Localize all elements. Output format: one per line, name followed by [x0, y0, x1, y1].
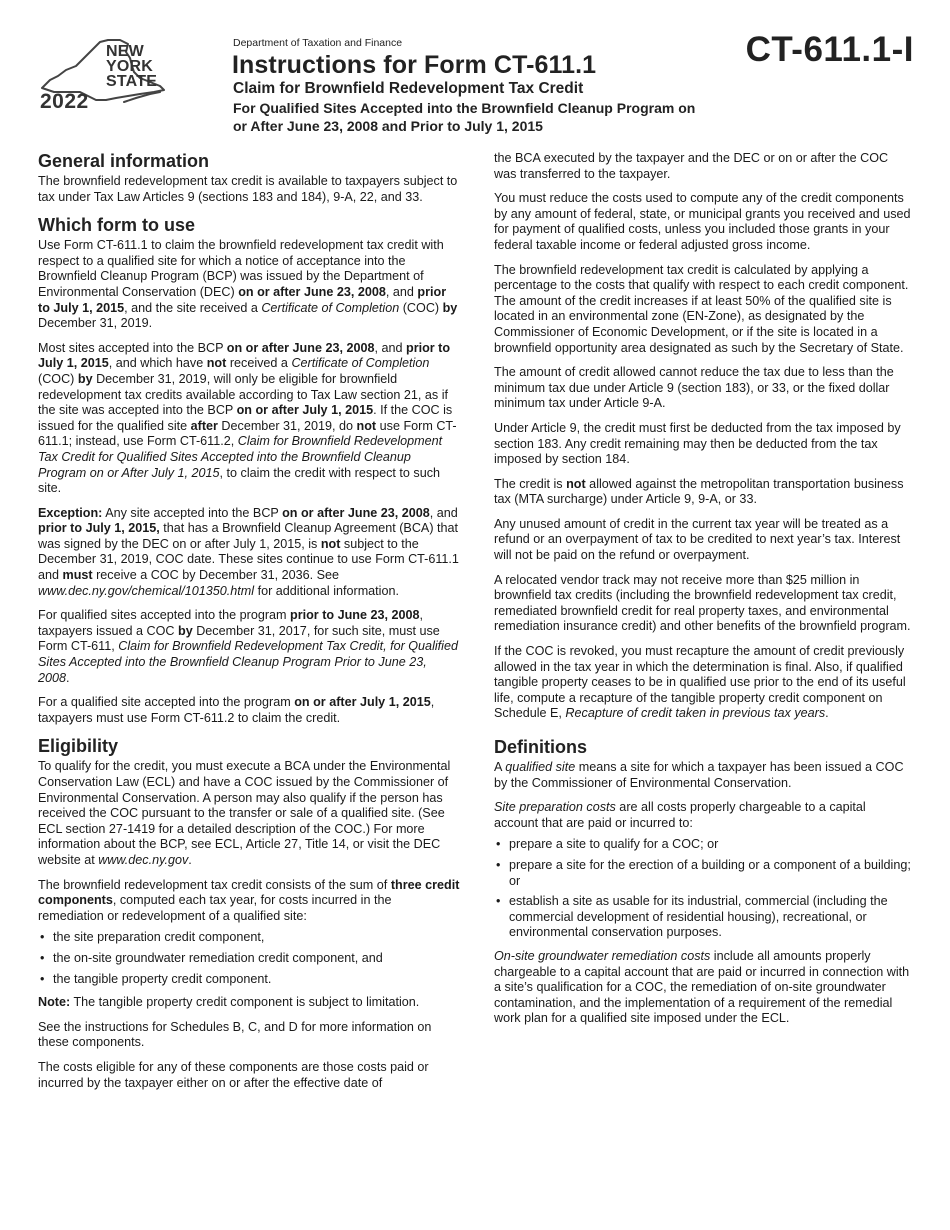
form-code: CT-611.1-I	[745, 30, 914, 69]
list-item: • the on-site groundwater remediation credit component, and	[38, 951, 460, 967]
logo-line-3: STATE	[106, 73, 158, 90]
eligibility-paragraph-4: The costs eligible for any of these components are those costs paid or incurred by the taxpayer either on or after the effective date of	[38, 1059, 429, 1090]
eligibility-paragraph-1: To qualify for the credit, you must execute a BCA under the Environmental Conservation Law (ECL) and have a COC issued by the Commissioner of Environmental Conservation. A person may also qualify if the person has received the COC pursuant to the transfer or sale of a qualified site. (See ECL section 27-1419 for a detailed description of the COC.) For more information about the BCP, see ECL, Article 27, Title 14, or visit the DEC website at www.dec.ny.gov.	[38, 759, 451, 867]
which-form-paragraph-5: For a qualified site accepted into the program on or after July 1, 2015, taxpayers must use Form CT-611.2 to claim the credit.	[38, 695, 435, 725]
credit-components-list	[38, 930, 460, 987]
definitions-paragraph-1: A qualified site means a site for which a taxpayer has been issued a COC by the Commissioner of Environmental Conservation.	[494, 760, 904, 790]
right-paragraph-8: If the COC is revoked, you must recapture the amount of credit previously allowed in the tax year in which the determination is final. Also, if qualified tangible property ceases to be in qualified use prior to the end of its useful life, compute a recapture of the tangible property credit component on Schedule E, Recapture of credit taken in previous tax years.	[494, 644, 906, 721]
section-heading-eligibility: Eligibility	[38, 736, 119, 757]
right-column	[494, 151, 912, 1036]
page-subtitle: Claim for Brownfield Redevelopment Tax Credit	[233, 80, 584, 97]
list-item: • the tangible property credit component.	[38, 972, 460, 988]
right-paragraph-1: You must reduce the costs used to compute any of the credit components by any amount of federal, state, or municipal grants you received and used for payment of qualified costs, unless you included those grants in your federal taxable income or federal adjusted gross income.	[494, 191, 911, 252]
left-column	[38, 150, 460, 1100]
right-paragraph-5: The credit is not allowed against the metropolitan transportation business tax (MTA surcharge) under Article 9, 9-A, or 33.	[494, 476, 904, 507]
logo-year: 2022	[40, 90, 89, 113]
logo-line-2: YORK	[106, 58, 154, 75]
logo-line-1: NEW	[106, 43, 144, 60]
section-heading-which-form: Which form to use	[38, 215, 195, 236]
general-paragraph: The brownfield redevelopment tax credit is available to taxpayers subject to tax under Tax Law Articles 9 (sections 183 and 184), 9-A, 22, and 33.	[38, 174, 458, 204]
definitions-paragraph-3: On-site groundwater remediation costs include all amounts properly chargeable to a capital account that are paid or incurred in connection with a site’s qualification for a COC, the remediation of on-site groundwater contamination, and the implementation of a requirement of the remedial work plan for a qualified site imposed under the ECL.	[494, 948, 910, 1026]
right-paragraph-7: A relocated vendor track may not receive more than $25 million in brownfield tax credits (including the brownfield redevelopment tax credit, remediated brownfield credit for real property taxes, and environmental remediation insurance credit) and other benefits of the brownfield program.	[494, 572, 911, 634]
list-item: • establish a site as usable for its industrial, commercial (including the commercial development of residential housing), recreational, or environmental conservation purposes.	[494, 894, 912, 941]
eligibility-paragraph-3: See the instructions for Schedules B, C, and D for more information on these components.	[38, 1019, 432, 1050]
right-paragraph-4: Under Article 9, the credit must first be deducted from the tax imposed by section 183. Any credit remaining may then be deducted from the tax imposed by section 184.	[494, 420, 901, 467]
logo-wordmark	[106, 44, 157, 89]
page-title: Instructions for Form CT-611.1	[232, 51, 597, 79]
list-item: • the site preparation credit component,	[38, 930, 460, 946]
which-form-paragraph-1: Use Form CT-611.1 to claim the brownfield redevelopment tax credit with respect to a qualified site for which a notice of acceptance into the Brownfield Cleanup Program (BCP) was issued by the Department of Environmental Conservation (DEC) on or after June 23, 2008, and prior to July 1, 2015, and the site received a Certificate of Completion (COC) by December 31, 2019.	[38, 238, 458, 331]
section-heading-general: General information	[38, 151, 210, 171]
which-form-paragraph-4: For qualified sites accepted into the program prior to June 23, 2008, taxpayers issued a COC by December 31, 2017, for such site, must use Form CT-611, Claim for Brownfield Redevelopment Tax Credit, for Qualified Sites Accepted into the Brownfield Cleanup Program Prior to June 23, 2008.	[38, 608, 458, 685]
page-subtitle-detail: For Qualified Sites Accepted into the Brownfield Cleanup Program on or After June 23, 2008 and Prior to July 1, 2015	[233, 100, 696, 134]
dec-website-link[interactable]: www.dec.ny.gov	[98, 852, 189, 867]
definitions-paragraph-2: Site preparation costs are all costs properly chargeable to a capital account that are paid or incurred to:	[494, 800, 866, 830]
nys-logo	[36, 36, 176, 116]
eligibility-note: Note: The tangible property credit component is subject to limitation.	[38, 995, 420, 1010]
which-form-paragraph-2: Most sites accepted into the BCP on or after June 23, 2008, and prior to July 1, 2015, and which have not received a Certificate of Completion (COC) by December 31, 2019, will only be eligible for brownfield redevelopment tax credits available according to Tax Law section 21, as if the site was accepted into the BCP on or after July 1, 2015. If the COC is issued for the qualified site after December 31, 2019, do not use Form CT-611.1; instead, use Form CT-611.2, Claim for Brownfield Redevelopment Tax Credit for Qualified Sites Accepted into the Brownfield Cleanup Program on or After July 1, 2015, to claim the credit with respect to such site.	[38, 340, 457, 496]
right-paragraph-0: the BCA executed by the taxpayer and the DEC or on or after the COC was transferred to the taxpayer.	[494, 151, 889, 181]
department-name: Department of Taxation and Finance	[233, 37, 403, 49]
dec-link[interactable]: www.dec.ny.gov/chemical/101350.html	[38, 583, 255, 598]
list-item: • prepare a site to qualify for a COC; or	[494, 837, 912, 853]
eligibility-paragraph-2: The brownfield redevelopment tax credit consists of the sum of three credit components, computed each tax year, for costs incurred in the remediation or redevelopment of a qualified site:	[38, 877, 460, 923]
right-paragraph-2: The brownfield redevelopment tax credit is calculated by applying a percentage to the costs that qualify with respect to each credit component. The amount of the credit increases if at least 50% of the qualified site is located in an environmental zone (EN-Zone), as designated by the Commissioner of Economic Development, or if the site is located in a brownfield opportunity area designated as such by the Secretary of State.	[494, 262, 909, 355]
which-form-exception-paragraph: Exception: Any site accepted into the BCP on or after June 23, 2008, and prior to July 1, 2015, that has a Brownfield Cleanup Agreement (BCA) that was signed by the DEC on or after July 1, 2015, is not subject to the December 31, 2019, COC date. These sites continue to use Form CT-611.1 and must receive a COC by December 31, 2036. See www.dec.ny.gov/chemical/101350.html for additional information.	[38, 505, 459, 598]
list-item: • prepare a site for the erection of a building or a component of a building; or	[494, 858, 912, 889]
section-heading-definitions: Definitions	[494, 737, 587, 757]
right-paragraph-6: Any unused amount of credit in the current tax year will be treated as a refund or an overpayment of tax to be credited to next year’s tax. Interest will not be paid on the refund or overpayment.	[494, 516, 901, 563]
right-paragraph-3: The amount of credit allowed cannot reduce the tax due to less than the minimum tax due under Article 9 (section 183), or 33, or the fixed dollar minimum tax under Article 9-A.	[494, 365, 894, 411]
site-preparation-list	[494, 837, 912, 941]
